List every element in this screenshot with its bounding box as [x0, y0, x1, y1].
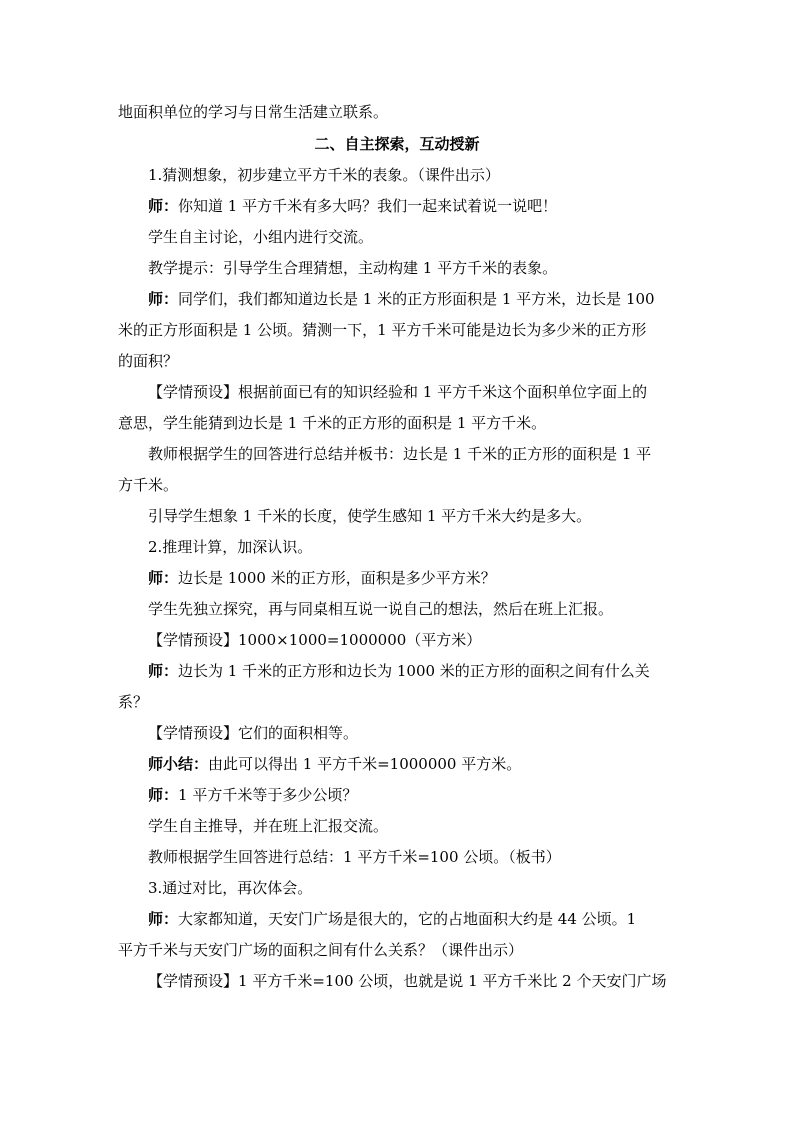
- text-line: [148, 971, 678, 991]
- bracket-label: 【学情预设】: [148, 383, 239, 401]
- speaker-label: 师：: [148, 569, 179, 587]
- text-line: 平方千米与天安门广场的面积之间有什么关系？（课件出示）: [118, 941, 524, 959]
- line-text: 边长为 1 千米的正方形和边长为 1000 米的正方形的面积之间有什么关: [178, 662, 650, 680]
- line-text: 根据前面已有的知识经验和 1 平方千米这个面积单位字面上的: [238, 383, 648, 401]
- line-text: 1 平方千米=100 公顷，也就是说 1 平方千米比 2 个天安门广场: [238, 972, 667, 990]
- line-text: 大家都知道，天安门广场是很大的，它的占地面积大约是 44 公顷。1: [178, 910, 637, 928]
- line-text: 边长是 1000 米的正方形，面积是多少平方米？: [178, 569, 496, 587]
- text-line: 学生自主讨论，小组内进行交流。: [148, 228, 374, 246]
- text-line: [148, 196, 678, 216]
- text-line: [148, 909, 678, 929]
- speaker-label: 师小结：: [148, 755, 209, 773]
- line-text: 由此可以得出 1 平方千米=1000000 平方米。: [208, 755, 522, 773]
- bracket-label: 【学情预设】: [148, 972, 239, 990]
- speaker-label: 师：: [148, 786, 179, 804]
- text-line: 系？: [118, 693, 149, 711]
- speaker-label: 师：: [148, 290, 179, 308]
- text-line: 的面积？: [118, 352, 179, 370]
- text-line: [148, 382, 678, 402]
- text-line: 意思，学生能猜到边长是 1 千米的正方形的面积是 1 平方千米。: [118, 414, 547, 432]
- speaker-label: 师：: [148, 662, 179, 680]
- text-line: [148, 785, 678, 805]
- text-line: 教学提示：引导学生合理猜想，主动构建 1 平方千米的表象。: [148, 259, 558, 277]
- text-line: [148, 661, 678, 681]
- text-line: 教师根据学生的回答进行总结并板书：边长是 1 千米的正方形的面积是 1 平: [148, 445, 652, 463]
- text-line: 地面积单位的学习与日常生活建立联系。: [118, 103, 389, 121]
- text-line: 方千米。: [118, 476, 179, 494]
- text-line: 引导学生想象 1 千米的长度，使学生感知 1 平方千米大约是多大。: [148, 507, 592, 525]
- speaker-label: 师：: [148, 197, 179, 215]
- text-line: [148, 289, 678, 309]
- line-text: 你知道 1 平方千米有多大吗？我们一起来试着说一说吧！: [178, 197, 558, 215]
- text-line: 教师根据学生回答进行总结：1 平方千米=100 公顷。（板书）: [148, 848, 561, 866]
- text-line: 1.猜测想象，初步建立平方千米的表象。（课件出示）: [148, 166, 500, 184]
- text-line: 米的正方形面积是 1 公顷。猜测一下，1 平方千米可能是边长为多少米的正方形: [118, 321, 647, 339]
- section-heading: 二、自主探索，互动授新: [314, 135, 480, 153]
- text-line: [148, 754, 678, 774]
- text-line: [148, 568, 678, 588]
- text-line: 学生自主推导，并在班上汇报交流。: [148, 817, 389, 835]
- line-text: 同学们，我们都知道边长是 1 米的正方形面积是 1 平方米，边长是 100: [178, 290, 655, 308]
- speaker-label: 师：: [148, 910, 179, 928]
- text-line: 【学情预设】1000×1000=1000000（平方米）: [148, 631, 482, 649]
- text-line: 3.通过对比，再次体会。: [148, 879, 313, 897]
- text-line: 【学情预设】它们的面积相等。: [148, 724, 359, 742]
- line-text: 1 平方千米等于多少公顷？: [178, 786, 358, 804]
- text-line: 2.推理计算，加深认识。: [148, 538, 313, 556]
- text-line: 学生先独立探究，再与同桌相互说一说自己的想法，然后在班上汇报。: [148, 600, 614, 618]
